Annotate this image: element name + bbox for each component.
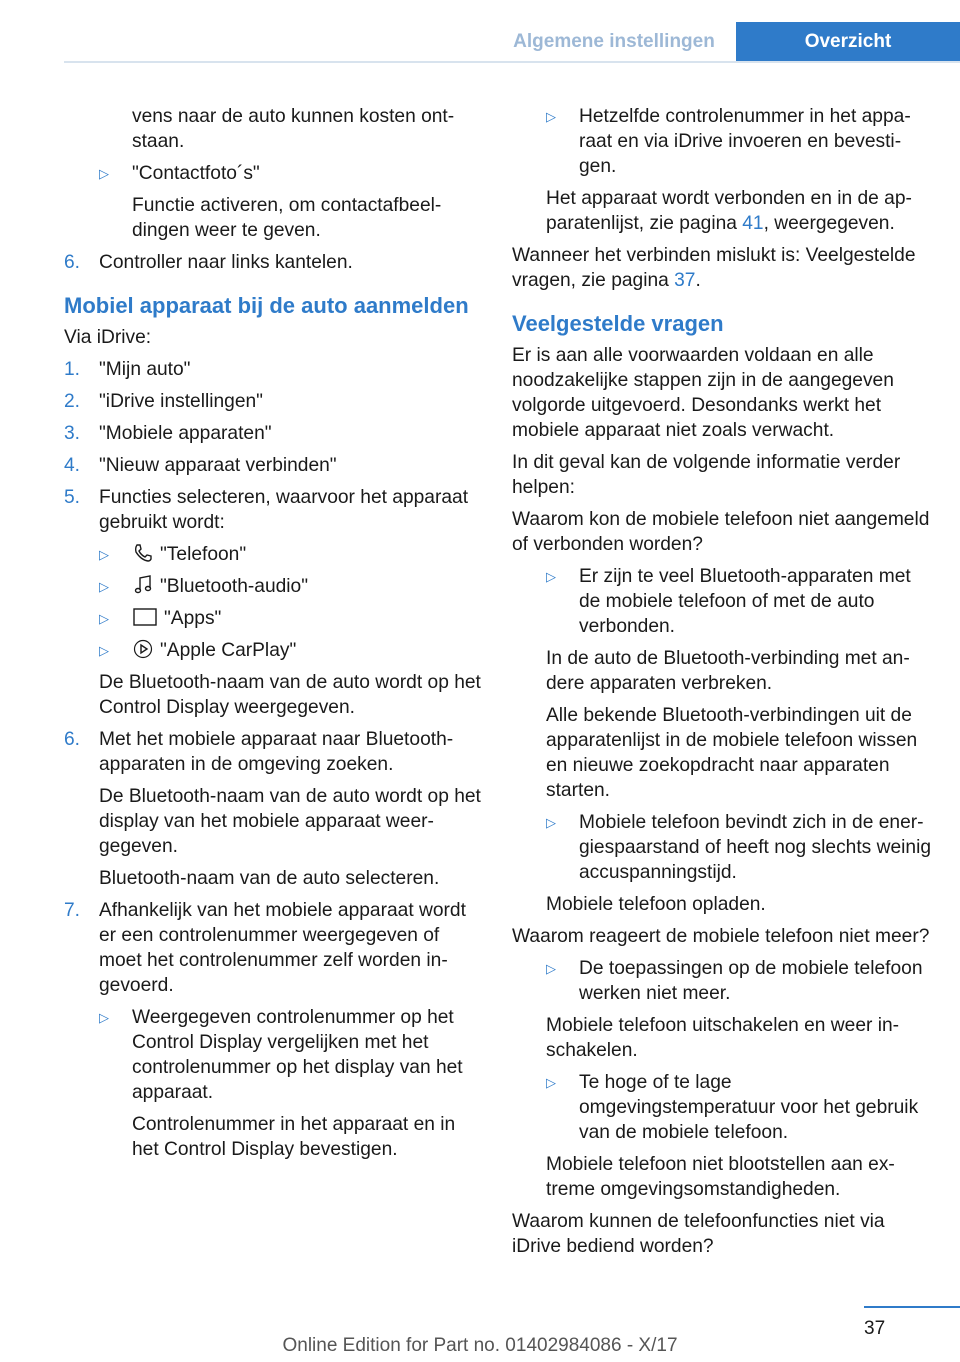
faq-question-1: Waarom kon de mobiele telefoon niet aangemeld of verbonden worden?: [512, 509, 930, 555]
step-number: 6.: [64, 729, 81, 750]
triangle-bullet-icon: ▷: [546, 961, 556, 976]
page-link-41[interactable]: 41: [742, 213, 764, 234]
continued-text: vens naar de auto kunnen kosten ontstaan.: [132, 106, 455, 152]
triangle-bullet-icon: ▷: [546, 1075, 556, 1090]
triangle-bullet-icon: ▷: [546, 815, 556, 830]
faq-1-bullet-1-note-1: In de auto de Bluetooth-verbinding met andere apparaten verbreken.: [546, 648, 910, 694]
carplay-icon: [132, 638, 154, 660]
step-item: 1. "Mijn auto": [64, 359, 191, 380]
triangle-bullet-icon: ▷: [99, 547, 109, 562]
faq-1-bullet-2-note: Mobiele telefoon opladen.: [546, 894, 766, 915]
step-6-controller: 6. Controller naar links kantelen.: [64, 252, 353, 273]
music-note-icon: [132, 574, 154, 596]
triangle-bullet-icon: ▷: [99, 166, 109, 181]
phone-icon: [132, 542, 154, 564]
step-number: 1.: [64, 359, 81, 380]
faq-1-bullet-2: ▷ Mobiele telefoon bevindt zich in de energiespaarstand of heeft nog slechts weinig accuspanningstijd.: [546, 812, 931, 883]
triangle-bullet-icon: ▷: [546, 109, 556, 124]
intro-via-idrive: Via iDrive:: [64, 327, 152, 348]
faq-2-bullet-1-note: Mobiele telefoon uitschakelen en weer inschakelen.: [546, 1015, 900, 1061]
step-7-bullet-note: Controlenummer in het apparaat en in het Control Display bevestigen.: [132, 1114, 456, 1160]
step-item: 4. "Nieuw apparaat verbinden": [64, 455, 337, 476]
triangle-bullet-icon: ▷: [99, 643, 109, 658]
step-item: 2. "iDrive instellingen": [64, 391, 263, 412]
apps-icon: [132, 606, 158, 628]
right-column: [512, 104, 932, 1266]
triangle-bullet-icon: ▷: [546, 569, 556, 584]
function-apps: ▷ "Apps": [99, 608, 222, 629]
function-telefoon: ▷ "Telefoon": [99, 544, 247, 565]
step-6-note-2: Bluetooth-naam van de auto selecteren.: [99, 868, 440, 889]
page-number: 37: [864, 1318, 886, 1339]
step-item: 3. "Mobiele apparaten": [64, 423, 272, 444]
footer-edition: Online Edition for Part no. 01402984086 - X/17: [282, 1335, 678, 1356]
connected-note: Het apparaat wordt verbonden en in de apparatenlijst, zie pagina 41, weergegeven.: [546, 188, 912, 234]
step-6-note-1: De Bluetooth-naam van de auto wordt op het display van het mobiele apparaat weergegeven.: [99, 786, 481, 857]
step-5: 5. Functies selecteren, waarvoor het apparaat gebruikt wordt:: [64, 487, 469, 533]
step-number: 4.: [64, 455, 81, 476]
header-divider: [64, 61, 960, 63]
faq-question-2: Waarom reageert de mobiele telefoon niet meer?: [512, 926, 930, 947]
faq-2-bullet-2: ▷ Te hoge of te lage omgevingstemperatuur voor het gebruik van de mobiele telefoon.: [546, 1072, 919, 1143]
connect-failed-note: Wanneer het verbinden mislukt is: Veelgestelde vragen, zie pagina 37.: [512, 245, 916, 291]
faq-intro: Er is aan alle voorwaarden voldaan en alle noodzakelijke stappen zijn in de aangegeven volgorde uitgevoerd. Desondanks werkt het mobiele apparaat niet zoals verwacht.: [512, 345, 894, 441]
footer-divider: [864, 1306, 960, 1308]
faq-1-bullet-1: ▷ Er zijn te veel Bluetooth-apparaten met de mobiele telefoon of met de auto verbonden.: [546, 566, 911, 637]
function-bluetooth-audio: ▷ "Bluetooth-audio": [99, 576, 309, 597]
step-7: 7. Afhankelijk van het mobiele apparaat wordt er een controlenummer weergegeven of moet het controlenummer zelf worden ingevoerd.: [64, 900, 466, 996]
faq-1-bullet-1-note-2: Alle bekende Bluetooth-verbindingen uit de apparatenlijst in de mobiele telefoon wissen en nieuwe zoekopdracht naar apparaten starten.: [546, 705, 918, 801]
function-apple-carplay: ▷ "Apple CarPlay": [99, 640, 297, 661]
step-7-bullet: ▷ Weergegeven controlenummer op het Control Display vergelijken met het controlenummer op het display van het apparaat.: [99, 1007, 463, 1103]
triangle-bullet-icon: ▷: [99, 579, 109, 594]
bullet-contactfotos-note: Functie activeren, om contactafbeeldingen weer te geven.: [132, 195, 442, 241]
step-number: 5.: [64, 487, 81, 508]
faq-2-bullet-2-note: Mobiele telefoon niet blootstellen aan extreme omgevingsomstandigheden.: [546, 1154, 895, 1200]
left-column: [64, 104, 484, 1169]
faq-2-bullet-1: ▷ De toepassingen op de mobiele telefoon werken niet meer.: [546, 958, 923, 1004]
header-tab-overzicht[interactable]: Overzicht: [736, 22, 960, 62]
step-number: 2.: [64, 391, 81, 412]
header-section-title: Algemene instellingen: [513, 31, 715, 52]
step-6: 6. Met het mobiele apparaat naar Bluetooth-apparaten in de omgeving zoeken.: [64, 729, 454, 775]
section-heading-faq: Veelgestelde vragen: [512, 311, 724, 336]
step-number: 7.: [64, 900, 81, 921]
step-number: 3.: [64, 423, 81, 444]
triangle-bullet-icon: ▷: [99, 611, 109, 626]
page-link-37[interactable]: 37: [674, 270, 696, 291]
bullet-contactfotos: ▷ "Contactfoto´s": [99, 163, 260, 184]
step-5-note: De Bluetooth-naam van de auto wordt op het Control Display weergegeven.: [99, 672, 481, 718]
faq-question-3: Waarom kunnen de telefoonfuncties niet via iDrive bediend worden?: [512, 1211, 885, 1257]
section-heading-aanmelden: Mobiel apparaat bij de auto aanmelden: [64, 293, 469, 318]
step-number: 6.: [64, 252, 81, 273]
faq-intro-2: In dit geval kan de volgende informatie verder helpen:: [512, 452, 901, 498]
triangle-bullet-icon: ▷: [99, 1010, 109, 1025]
bullet-same-controlnumber: ▷ Hetzelfde controlenummer in het apparaat en via iDrive invoeren en bevestigen.: [546, 106, 911, 177]
